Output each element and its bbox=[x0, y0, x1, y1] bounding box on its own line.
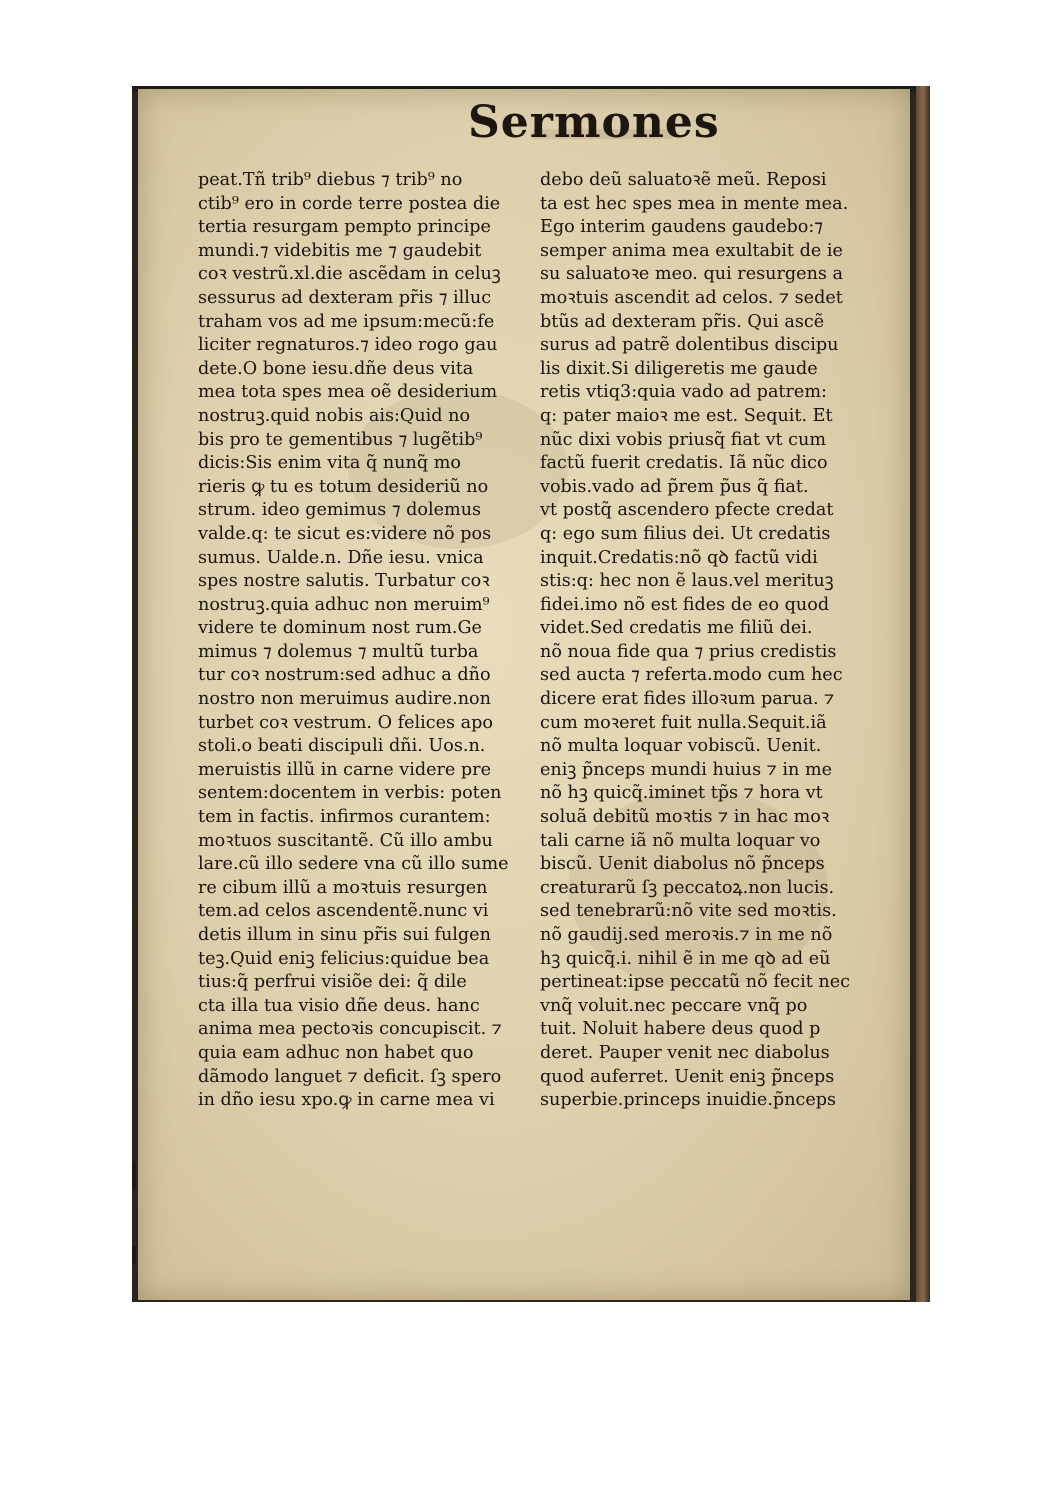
text-line: pertineat:ipse peccatũ nõ fecit nec bbox=[540, 972, 850, 993]
text-line: semper anima mea exultabit de ie bbox=[540, 240, 843, 261]
text-line: moꝛtuos suscitantẽ. Cũ illo ambu bbox=[198, 830, 493, 851]
text-line: nõ multa loquar vobiscũ. Uenit. bbox=[540, 736, 822, 757]
text-line: coꝛ vestrũ.xl.die ascẽdam in celuꝫ bbox=[198, 264, 501, 285]
text-line: lis dixit.Si diligeretis me gaude bbox=[540, 358, 818, 379]
text-line: btũs ad dexteram pr̃is. Qui ascẽ bbox=[540, 311, 825, 332]
text-line: tertia resurgam pempto principe bbox=[198, 217, 491, 238]
text-line: tius:q̃ perfrui visiõe dei: q̃ dile bbox=[198, 972, 467, 993]
text-line: q: pater maioꝛ me est. Sequit. Et bbox=[540, 405, 833, 426]
text-line: anima mea pectoꝛis concupiscit. ⁊ bbox=[198, 1019, 502, 1040]
text-column-right bbox=[540, 169, 885, 1113]
text-line: videt.Sed credatis me filiũ dei. bbox=[540, 618, 813, 639]
binding-edge bbox=[916, 86, 930, 1302]
text-line: sessurus ad dexteram pr̃is ⁊ illuc bbox=[198, 287, 492, 308]
text-line: nostro non meruimus audire.non bbox=[198, 689, 491, 710]
text-line: bis pro te gementibus ⁊ lugẽtib⁹ bbox=[198, 429, 483, 450]
text-line: vt postq̃ ascendero pfecte credat bbox=[540, 500, 834, 521]
text-line: factũ fuerit credatis. Iã nũc dico bbox=[540, 453, 828, 474]
text-line: quia eam adhuc non habet quo bbox=[198, 1042, 474, 1063]
text-line: tur coꝛ nostrum:sed adhuc a dño bbox=[198, 665, 491, 686]
text-line: deret. Pauper venit nec diabolus bbox=[540, 1042, 830, 1063]
text-line: nõ hꝫ quicq̃.iminet tp̃s ⁊ hora vt bbox=[540, 783, 823, 804]
text-line: inquit.Credatis:nõ qꝺ factũ vidi bbox=[540, 547, 818, 568]
text-line: strum. ideo gemimus ⁊ dolemus bbox=[198, 500, 482, 521]
text-line: retis vtiq3:quia vado ad patrem: bbox=[540, 382, 827, 403]
text-line: cum moꝛeret fuit nulla.Sequit.iã bbox=[540, 712, 827, 733]
text-line: nũc dixi vobis priusq̃ fiat vt cum bbox=[540, 429, 827, 450]
text-line: teꝫ.Quid eniꝫ felicius:quidue bea bbox=[198, 948, 490, 969]
text-line: surus ad patrẽ dolentibus discipu bbox=[540, 335, 839, 356]
text-line: turbet coꝛ vestrum. O felices apo bbox=[198, 712, 494, 733]
text-line: sumus. Ualde.n. Dñe iesu. vnica bbox=[198, 547, 484, 568]
text-line: mea tota spes mea oẽ desiderium bbox=[198, 382, 498, 403]
text-line: lare.cũ illo sedere vna cũ illo sume bbox=[198, 854, 509, 875]
text-line: nostruꝫ.quid nobis ais:Quid no bbox=[198, 405, 471, 426]
running-head: Sermones bbox=[468, 97, 720, 148]
text-line: nõ gaudij.sed meroꝛis.⁊ in me nõ bbox=[540, 925, 833, 945]
text-line: rieris ꝙ tu es totum desideriũ no bbox=[198, 476, 489, 497]
text-line: tem.ad celos ascendentẽ.nunc vi bbox=[198, 901, 489, 922]
text-line: dicis:Sis enim vita q̃ nunq̃ mo bbox=[198, 453, 461, 474]
text-line: ta est hec spes mea in mente mea. bbox=[540, 193, 849, 214]
text-line: tem in factis. infirmos curantem: bbox=[198, 807, 491, 828]
text-column-left bbox=[198, 169, 538, 1113]
text-line: soluã debitũ moꝛtis ⁊ in hac moꝛ bbox=[540, 807, 830, 828]
text-line: eniꝫ p̃nceps mundi huius ⁊ in me bbox=[540, 759, 833, 780]
text-line: sed tenebrarũ:nõ vite sed moꝛtis. bbox=[540, 901, 837, 922]
text-line: Ego interim gaudens gaudebo:⁊ bbox=[540, 217, 824, 238]
text-line: sentem:docentem in verbis: poten bbox=[198, 783, 502, 804]
text-line: tuit. Noluit habere deus quod p bbox=[540, 1019, 821, 1040]
text-line: meruistis illũ in carne videre pre bbox=[198, 759, 491, 780]
text-line: ctib⁹ ero in corde terre postea die bbox=[198, 193, 501, 214]
margin-mark bbox=[132, 1246, 136, 1264]
text-line: stis:q: hec non ẽ laus.vel merituꝫ bbox=[540, 571, 834, 592]
text-line: dãmodo languet ⁊ deficit. ſꝫ spero bbox=[198, 1066, 502, 1087]
text-line: fidei.imo nõ est fides de eo quod bbox=[540, 594, 830, 615]
text-line: q: ego sum filius dei. Ut credatis bbox=[540, 523, 831, 544]
text-line: sed aucta ⁊ referta.modo cum hec bbox=[540, 665, 843, 686]
text-line: nõ noua fide qua ⁊ prius credistis bbox=[540, 641, 837, 662]
text-line: mundi.⁊ videbitis me ⁊ gaudebit bbox=[198, 240, 482, 261]
text-line: moꝛtuis ascendit ad celos. ⁊ sedet bbox=[540, 287, 843, 308]
text-line: vnq̃ voluit.nec peccare vnq̃ po bbox=[540, 995, 808, 1016]
text-line: tali carne iã nõ multa loquar vo bbox=[540, 830, 821, 851]
text-line: dete.O bone iesu.dñe deus vita bbox=[198, 358, 474, 379]
text-line: traham vos ad me ipsum:mecũ:fe bbox=[198, 311, 495, 332]
margin-mark bbox=[132, 1161, 136, 1189]
text-line: spes nostre salutis. Turbatur coꝛ bbox=[198, 571, 490, 592]
text-line: mimus ⁊ dolemus ⁊ multũ turba bbox=[198, 641, 479, 662]
scanned-page-photo bbox=[132, 86, 930, 1302]
text-line: videre te dominum nost rum.Ge bbox=[198, 618, 482, 639]
text-line: liciter regnaturos.⁊ ideo rogo gau bbox=[198, 335, 498, 356]
text-line: valde.q: te sicut es:videre nõ pos bbox=[198, 523, 492, 544]
text-line: dicere erat fides illoꝛum parua. ⁊ bbox=[540, 689, 835, 710]
text-line: stoli.o beati discipuli dñi. Uos.n. bbox=[198, 736, 486, 757]
text-line: creaturarũ ſꝫ peccatoꝝ.non lucis. bbox=[540, 877, 835, 898]
text-line: in dño iesu xpo.ꝙ in carne mea vi bbox=[198, 1090, 495, 1111]
text-line: nostruꝫ.quia adhuc non meruim⁹ bbox=[198, 594, 490, 615]
text-line: cta illa tua visio dñe deus. hanc bbox=[198, 995, 480, 1016]
text-line: re cibum illũ a moꝛtuis resurgen bbox=[198, 877, 488, 898]
text-line: debo deũ saluatoꝛẽ meũ. Reposi bbox=[540, 170, 827, 190]
text-line: detis illum in sinu pr̃is sui fulgen bbox=[198, 925, 491, 945]
text-line: superbie.princeps inuidie.p̃nceps bbox=[540, 1090, 837, 1111]
text-line: peat.Tñ trib⁹ diebus ⁊ trib⁹ no bbox=[198, 170, 463, 190]
text-line: hꝫ quicq̃.i. nihil ẽ in me qꝺ ad eũ bbox=[540, 948, 831, 969]
text-line: su saluatoꝛe meo. qui resurgens a bbox=[540, 264, 844, 285]
parchment-leaf bbox=[138, 89, 910, 1300]
text-line: biscũ. Uenit diabolus nõ p̃nceps bbox=[540, 854, 825, 875]
text-line: vobis.vado ad p̃rem p̃us q̃ fiat. bbox=[540, 476, 809, 497]
text-line: quod auferret. Uenit eniꝫ p̃nceps bbox=[540, 1066, 835, 1087]
